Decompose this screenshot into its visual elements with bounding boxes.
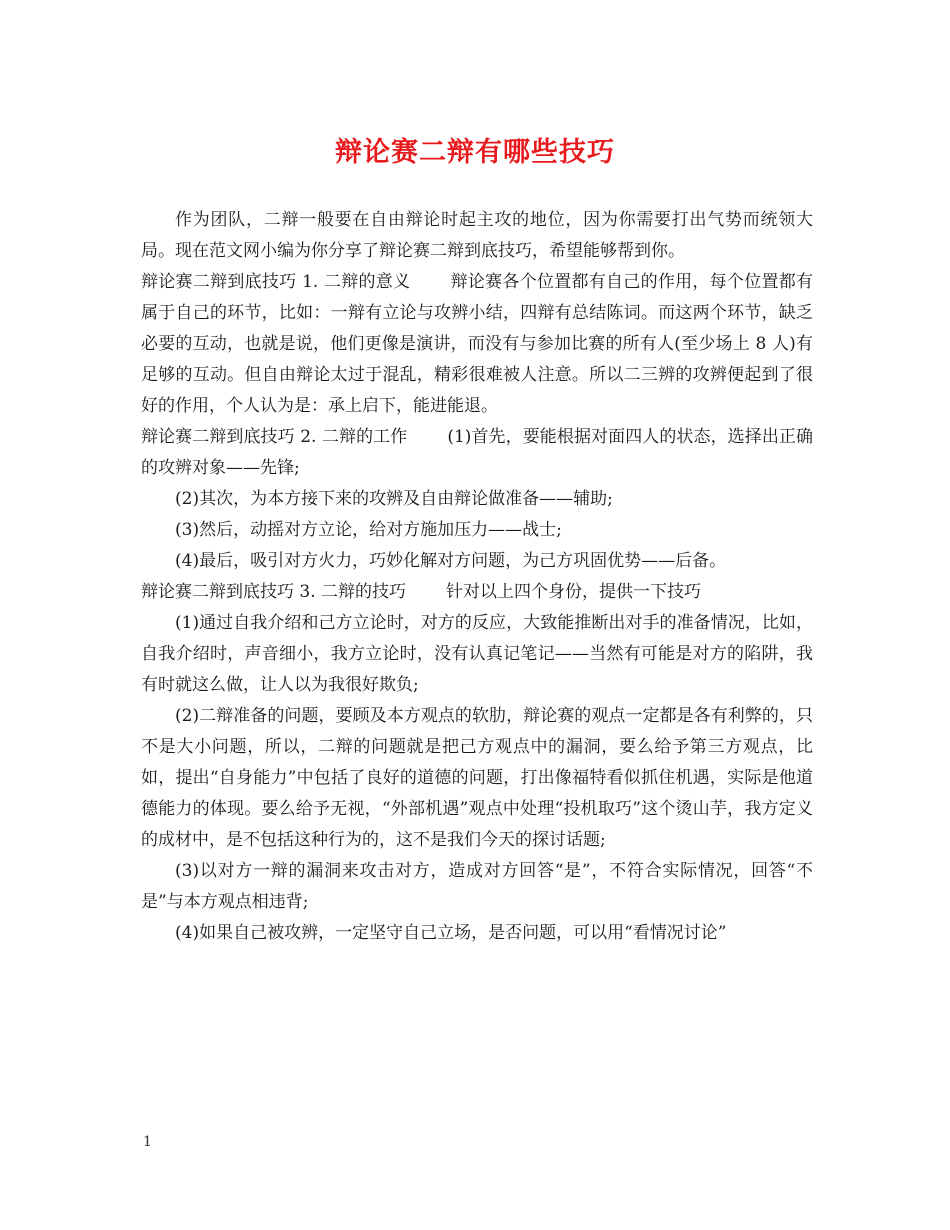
section-2-item: (4)最后，吸引对方火力，巧妙化解对方问题，为己方巩固优势——后备。	[175, 551, 727, 571]
section-2-body: (1)首先，要能根据对面四人的状态，选择出正确的攻辨对象——先锋;	[141, 427, 813, 478]
section-2-item: (3)然后，动摇对方立论，给对方施加压力——战士;	[175, 520, 562, 540]
document-body	[141, 205, 813, 949]
page-title: 辩论赛二辩有哪些技巧	[335, 137, 615, 168]
section-3-paragraph	[141, 577, 813, 608]
section-3-item: (4)如果自己被攻辨，一定坚守自己立场，是否问题，可以用“看情况讨论”	[175, 923, 727, 943]
section-1-body: 辩论赛各个位置都有自己的作用，每个位置都有属于自己的环节，比如：一辩有立论与攻辨小结，四辩有总结陈词。而这两个环节，缺乏必要的互动，也就是说，他们更像是演讲，而没有与参加比赛的所有人(至少场上 8 人)有足够的互动。但自由辩论太过于混乱，精彩很难被人注意。所以二三辨的攻辨便起到了很好的作用，个人认为是：承上启下，能进能退。	[141, 272, 814, 416]
section-2-item: (2)其次，为本方接下来的攻辨及自由辩论做准备——辅助;	[175, 489, 613, 509]
section-3-item: (1)通过自我介绍和己方立论时，对方的反应，大致能推断出对手的准备情况，比如，自我介绍时，声音细小，我方立论时，没有认真记笔记——当然有可能是对方的陷阱，我有时就这么做，让人以为我很好欺负;	[141, 613, 813, 695]
page-number: 1	[143, 1134, 152, 1150]
section-2-paragraph	[141, 422, 813, 484]
section-2-heading: 辩论赛二辩到底技巧 2. 二辩的工作	[141, 427, 408, 447]
section-1-heading: 辩论赛二辩到底技巧 1. 二辩的意义	[141, 272, 411, 292]
section-3-body: 针对以上四个身份，提供一下技巧	[446, 582, 702, 602]
section-3-item: (2)二辩准备的问题，要顾及本方观点的软肋，辩论赛的观点一定都是各有利弊的，只不是大小问题，所以，二辩的问题就是把己方观点中的漏洞，要么给予第三方观点，比如，提出“自身能力”中包括了良好的道德的问题，打出像福特看似抓住机遇，实际是他道德能力的体现。要么给予无视，“外部机遇”观点中处理“投机取巧”这个烫山芋，我方定义的成材中，是不包括这种行为的，这不是我们今天的探讨话题;	[141, 706, 813, 850]
section-3-heading: 辩论赛二辩到底技巧 3. 二辩的技巧	[141, 582, 407, 602]
section-1-paragraph	[141, 267, 813, 422]
section-3-item: (3)以对方一辩的漏洞来攻击对方，造成对方回答“是”，不符合实际情况，回答“不是”与本方观点相违背;	[141, 861, 813, 912]
intro-paragraph: 作为团队，二辩一般要在自由辩论时起主攻的地位，因为你需要打出气势而统领大局。现在范文网小编为你分享了辩论赛二辩到底技巧，希望能够帮到你。	[141, 210, 813, 261]
